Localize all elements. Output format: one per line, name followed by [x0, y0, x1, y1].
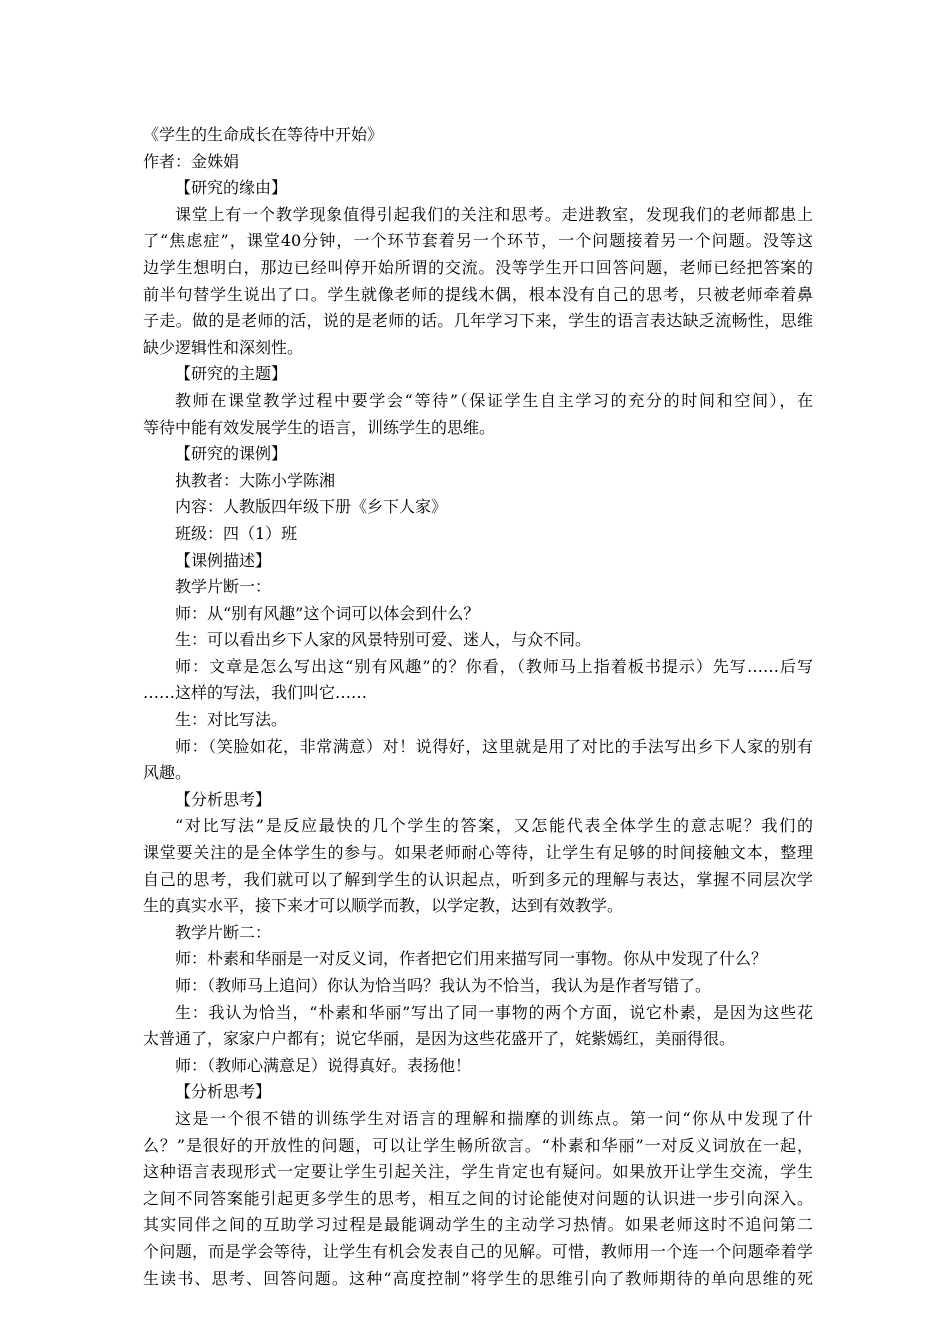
dialogue-line: 师：（教师心满意足）说得真好。表扬他！ [175, 1055, 472, 1075]
paragraph-line: 这种语言表现形式一定要让学生引起关注，学生肯定也有疑问。如果放开让学生交流，学生 [143, 1162, 813, 1182]
paragraph-line: 等待中能有效发展学生的语言，训练学生的思维。 [143, 417, 496, 437]
paragraph-line: 这是一个很不错的训练学生对语言的理解和揣摩的训练点。第一问“你从中发现了什 [175, 1108, 813, 1128]
dialogue-line: ……这样的写法，我们叫它…… [143, 683, 368, 703]
paragraph-line: 边学生想明白，那边已经叫停开始所谓的交流。没等学生开口回答问题，老师已经把答案的 [143, 257, 813, 277]
section-heading-case: 【研究的课例】 [175, 444, 288, 464]
dialogue-line: 生：对比写法。 [175, 710, 288, 730]
paragraph-line: 自己的思考，我们就可以了解到学生的认识起点，听到多元的理解与表达，掌握不同层次学 [143, 869, 813, 889]
dialogue-line: 师：从“别有风趣”这个词可以体会到什么？ [175, 603, 480, 623]
paragraph-line: “对比写法”是反应最快的几个学生的答案，又怎能代表全体学生的意志呢？我们的 [175, 816, 813, 836]
paragraph-line: 生读书、思考、回答问题。这种“高度控制”将学生的思维引向了教师期待的单向思维的死 [143, 1268, 813, 1288]
case-class: 班级：四（1）班 [175, 523, 298, 543]
paragraph-line: 么？”是很好的开放性的问题，可以让学生畅所欲言。“朴素和华丽”一对反义词放在一起， [143, 1135, 813, 1155]
document-author: 作者：金姝娟 [143, 151, 240, 171]
paragraph-line: 了“焦虑症”，课堂40分钟，一个环节套着另一个环节，一个问题接着另一个问题。没等这 [143, 231, 813, 251]
document-page [143, 122, 813, 1292]
paragraph-line: 子走。做的是老师的活，说的是老师的话。几年学习下来，学生的语言表达缺乏流畅性，思维 [143, 311, 813, 331]
dialogue-line: 生：我认为恰当，“朴素和华丽”写出了同一事物的两个方面，说它朴素，是因为这些花 [175, 1002, 813, 1022]
paragraph-line: 课堂要关注的是全体学生的参与。如果老师耐心等待，让学生有足够的时间接触文本，整理 [143, 843, 813, 863]
dialogue-line: 师：朴素和华丽是一对反义词，作者把它们用来描写同一事物。你从中发现了什么？ [175, 949, 768, 969]
section-heading-reason: 【研究的缘由】 [175, 178, 288, 198]
section-heading-analysis: 【分析思考】 [175, 1082, 272, 1102]
section-heading-theme: 【研究的主题】 [175, 364, 288, 384]
paragraph-line: 教师在课堂教学过程中要学会“等待”（保证学生自主学习的充分的时间和空间），在 [175, 390, 813, 410]
dialogue-line: 生：可以看出乡下人家的风景特别可爱、迷人，与众不同。 [175, 630, 592, 650]
paragraph-line: 缺少逻辑性和深刻性。 [143, 337, 304, 357]
paragraph-line: 个问题，而是学会等待，让学生有机会发表自己的见解。可惜，教师用一个连一个问题牵着学 [143, 1241, 813, 1261]
dialogue-line: 师：（教师马上追问）你认为恰当吗？我认为不恰当，我认为是作者写错了。 [175, 976, 712, 995]
section-heading-description: 【课例描述】 [175, 550, 272, 570]
case-teacher: 执教者：大陈小学陈湘 [175, 470, 336, 490]
dialogue-line: 师：（笑脸如花，非常满意）对！说得好，这里就是用了对比的手法写出乡下人家的别有 [175, 736, 813, 756]
dialogue-line: 风趣。 [143, 763, 192, 783]
fragment-label: 教学片断一： [175, 577, 272, 597]
document-title: 《学生的生命成长在等待中开始》 [143, 125, 384, 144]
paragraph-line: 前半句替学生说出了口。学生就像老师的提线木偶，根本没有自己的思考，只被老师牵着鼻 [143, 284, 813, 304]
fragment-label: 教学片断二： [175, 922, 272, 942]
paragraph-line: 课堂上有一个教学现象值得引起我们的关注和思考。走进教室，发现我们的老师都患上 [175, 204, 813, 224]
section-heading-analysis: 【分析思考】 [175, 789, 272, 809]
paragraph-line: 其实同伴之间的互助学习过程是最能调动学生的主动学习热情。如果老师这时不追问第二 [143, 1215, 813, 1235]
case-content: 内容：人教版四年级下册《乡下人家》 [175, 497, 448, 517]
dialogue-line: 师：文章是怎么写出这“别有风趣”的？你看，（教师马上指着板书提示）先写……后写 [175, 656, 813, 676]
paragraph-line: 之间不同答案能引起更多学生的思考，相互之间的讨论能使对问题的认识进一步引向深入。 [143, 1188, 813, 1208]
paragraph-line: 生的真实水平，接下来才可以顺学而教，以学定教，达到有效教学。 [143, 896, 624, 916]
dialogue-line: 太普通了，家家户户都有；说它华丽，是因为这些花盛开了，姹紫嫣红，美丽得很。 [143, 1029, 736, 1049]
